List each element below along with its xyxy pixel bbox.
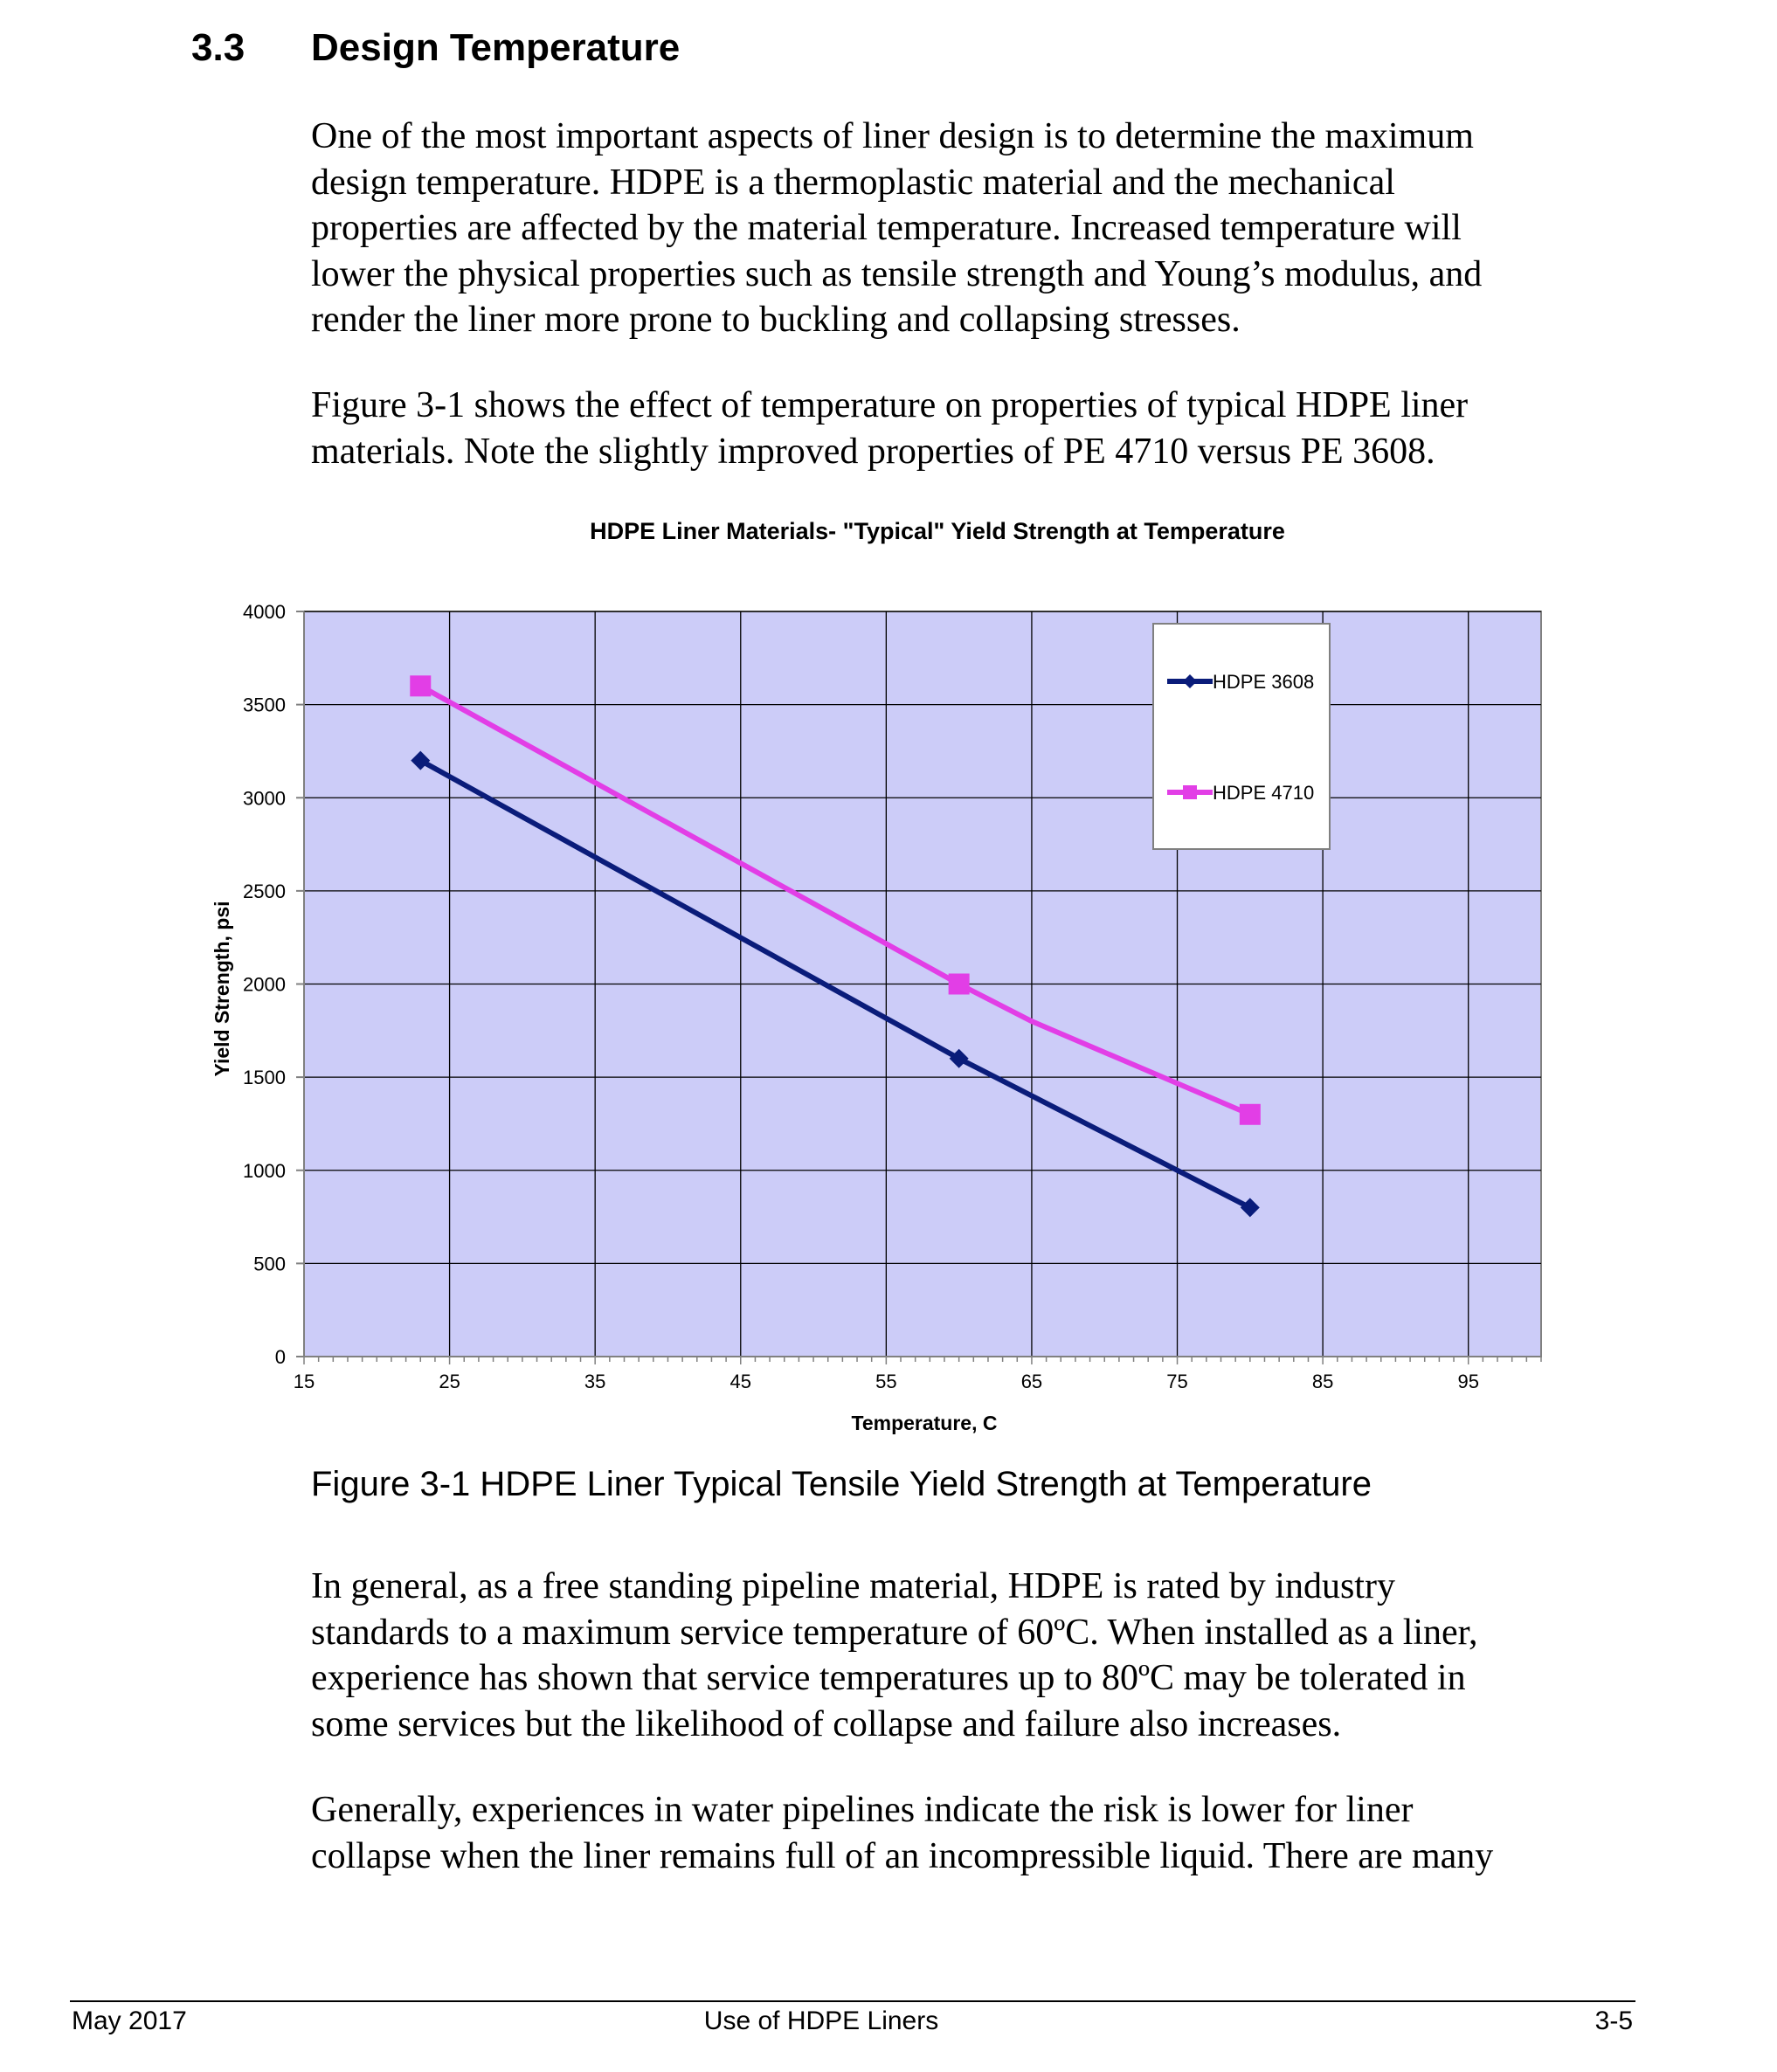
x-tick-label: 25 [439, 1371, 460, 1392]
x-tick-label: 75 [1166, 1371, 1188, 1392]
x-tick-label: 85 [1311, 1371, 1334, 1392]
y-tick-label: 500 [253, 1253, 286, 1275]
legend-label-hdpe-4710: HDPE 4710 [1213, 782, 1315, 804]
text-line: experience has shown that service temperatures up to 80ºC may be tolerated in [311, 1658, 1466, 1698]
text-line: In general, as a free standing pipeline material, HDPE is rated by industry [311, 1566, 1395, 1606]
data-point-hdpe-4710 [1240, 1104, 1261, 1125]
y-tick-label: 1500 [243, 1067, 286, 1089]
x-tick-label: 65 [1020, 1371, 1043, 1392]
x-axis-label: Temperature, C [851, 1412, 998, 1434]
paragraph-intro [311, 114, 1674, 343]
paragraph-figure-reference [311, 383, 1674, 474]
paragraph-service-temperature [311, 1564, 1674, 1747]
text-line: Generally, experiences in water pipelines indicate the risk is lower for liner [311, 1790, 1414, 1830]
figure-caption: Figure 3-1 HDPE Liner Typical Tensile Yield Strength at Temperature [311, 1465, 1372, 1503]
x-tick-label: 55 [875, 1371, 897, 1392]
x-tick-label: 15 [293, 1371, 315, 1392]
y-tick-label: 4000 [243, 601, 286, 623]
x-tick-label: 35 [584, 1371, 606, 1392]
y-tick-label: 1000 [243, 1159, 286, 1182]
legend-swatch-marker-hdpe-4710 [1183, 785, 1197, 799]
text-line: properties are affected by the material temperature. Increased temperature will [311, 208, 1462, 248]
text-line: Figure 3-1 shows the effect of temperature on properties of typical HDPE liner [311, 385, 1469, 425]
yield-strength-chart [0, 498, 1777, 1450]
footer-date: May 2017 [72, 2006, 187, 2035]
data-point-hdpe-4710 [410, 675, 431, 696]
text-line: collapse when the liner remains full of an incompressible liquid. There are many [311, 1835, 1494, 1876]
y-tick-label: 0 [274, 1346, 286, 1368]
text-line: render the liner more prone to buckling and collapsing stresses. [311, 300, 1241, 340]
footer-page-number: 3-5 [1594, 2006, 1633, 2035]
legend-box [1153, 624, 1330, 849]
y-axis-label: Yield Strength, psi [211, 901, 233, 1077]
text-line: One of the most important aspects of liner design is to determine the maximum [311, 116, 1474, 156]
x-tick-label: 95 [1457, 1371, 1479, 1392]
footer-divider [70, 2000, 1635, 2002]
data-point-hdpe-4710 [949, 974, 970, 995]
text-line: lower the physical properties such as tensile strength and Young’s modulus, and [311, 253, 1483, 294]
text-line: some services but the likelihood of collapse and failure also increases. [311, 1703, 1342, 1744]
section-number: 3.3 [191, 26, 245, 69]
x-tick-label: 45 [729, 1371, 752, 1392]
text-line: design temperature. HDPE is a thermoplastic material and the mechanical [311, 162, 1395, 203]
y-tick-label: 3500 [243, 694, 286, 716]
text-line: materials. Note the slightly improved properties of PE 4710 versus PE 3608. [311, 431, 1435, 472]
chart-title: HDPE Liner Materials- "Typical" Yield Strength at Temperature [590, 518, 1285, 544]
footer-document-title: Use of HDPE Liners [703, 2006, 939, 2035]
y-tick-label: 3000 [243, 787, 286, 810]
legend-label-hdpe-3608: HDPE 3608 [1213, 671, 1315, 693]
section-title: Design Temperature [311, 26, 681, 69]
y-tick-label: 2000 [243, 973, 286, 996]
text-line: standards to a maximum service temperature of 60ºC. When installed as a liner, [311, 1612, 1478, 1653]
paragraph-water-pipelines [311, 1787, 1674, 1879]
y-tick-label: 2500 [243, 880, 286, 902]
